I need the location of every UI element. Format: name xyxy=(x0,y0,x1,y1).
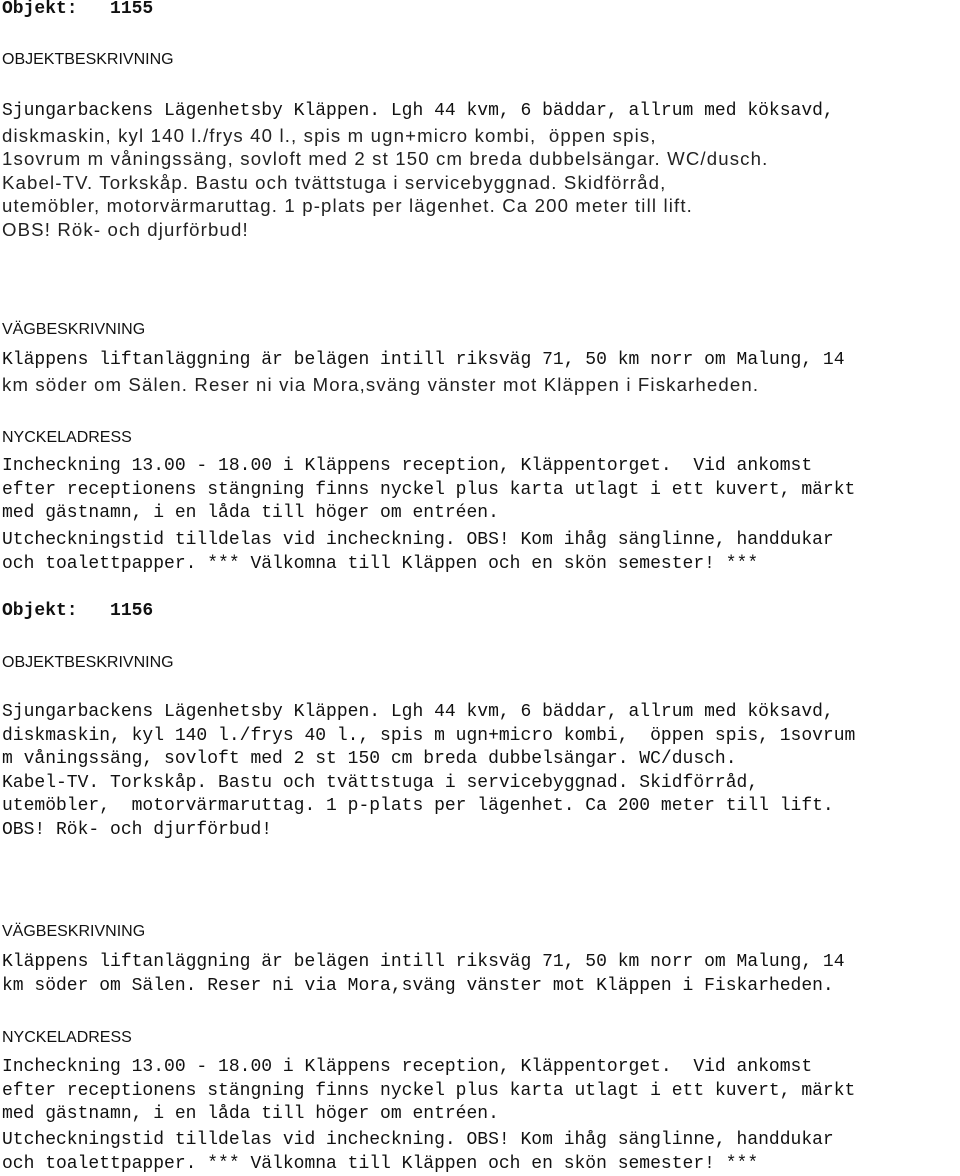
object-header xyxy=(2,0,153,18)
key-address-heading: NYCKELADRESS xyxy=(2,429,132,447)
checkout-line: Utcheckningstid tilldelas vid incheckning. OBS! Kom ihåg sänglinne, handdukar xyxy=(2,529,834,553)
checkout-line: och toalettpapper. *** Välkomna till Kläppen och en skön semester! *** xyxy=(2,1153,834,1176)
description-heading: OBJEKTBESKRIVNING xyxy=(2,51,174,69)
description-line: Sjungarbackens Lägenhetsby Kläppen. Lgh 44 kvm, 6 bäddar, allrum med köksavd, xyxy=(2,701,855,725)
description-line: utemöbler, motorvärmaruttag. 1 p-plats per lägenhet. Ca 200 meter till lift. xyxy=(2,795,855,819)
directions-paragraph xyxy=(2,349,845,396)
key-address-paragraph xyxy=(2,1056,855,1127)
key-address-line: efter receptionens stängning finns nyckel plus karta utlagt i ett kuvert, märkt xyxy=(2,1080,855,1104)
key-address-heading: NYCKELADRESS xyxy=(2,1029,132,1047)
key-address-paragraph xyxy=(2,455,855,526)
description-line: Kabel-TV. Torkskåp. Bastu och tvättstuga i servicebyggnad. Skidförråd, xyxy=(2,171,834,195)
description-line: Sjungarbackens Lägenhetsby Kläppen. Lgh 44 kvm, 6 bäddar, allrum med köksavd, xyxy=(2,100,834,124)
directions-line: km söder om Sälen. Reser ni via Mora,sväng vänster mot Kläppen i Fiskarheden. xyxy=(2,975,845,999)
checkout-paragraph xyxy=(2,1129,834,1176)
directions-line: km söder om Sälen. Reser ni via Mora,sväng vänster mot Kläppen i Fiskarheden. xyxy=(2,373,845,397)
description-heading: OBJEKTBESKRIVNING xyxy=(2,654,174,672)
directions-paragraph xyxy=(2,951,845,998)
description-line: OBS! Rök- och djurförbud! xyxy=(2,819,855,843)
object-header xyxy=(2,602,153,620)
object-label: Objekt: xyxy=(2,0,78,19)
key-address-line: efter receptionens stängning finns nyckel plus karta utlagt i ett kuvert, märkt xyxy=(2,479,855,503)
description-line: diskmaskin, kyl 140 l./frys 40 l., spis m ugn+micro kombi, öppen spis, xyxy=(2,124,834,148)
key-address-line: med gästnamn, i en låda till höger om entréen. xyxy=(2,1103,855,1127)
key-address-line: Incheckning 13.00 - 18.00 i Kläppens reception, Kläppentorget. Vid ankomst xyxy=(2,1056,855,1080)
directions-heading: VÄGBESKRIVNING xyxy=(2,321,145,339)
checkout-paragraph xyxy=(2,529,834,576)
object-label: Objekt: xyxy=(2,601,78,621)
description-paragraph xyxy=(2,100,834,241)
object-number: 1155 xyxy=(110,0,153,19)
description-line: Kabel-TV. Torkskåp. Bastu och tvättstuga i servicebyggnad. Skidförråd, xyxy=(2,772,855,796)
description-line: OBS! Rök- och djurförbud! xyxy=(2,218,834,242)
description-line: diskmaskin, kyl 140 l./frys 40 l., spis m ugn+micro kombi, öppen spis, 1sovrum xyxy=(2,725,855,749)
directions-line: Kläppens liftanläggning är belägen intill riksväg 71, 50 km norr om Malung, 14 xyxy=(2,349,845,373)
object-number: 1156 xyxy=(110,601,153,621)
description-line: m våningssäng, sovloft med 2 st 150 cm breda dubbelsängar. WC/dusch. xyxy=(2,748,855,772)
key-address-line: Incheckning 13.00 - 18.00 i Kläppens reception, Kläppentorget. Vid ankomst xyxy=(2,455,855,479)
key-address-line: med gästnamn, i en låda till höger om entréen. xyxy=(2,502,855,526)
checkout-line: och toalettpapper. *** Välkomna till Kläppen och en skön semester! *** xyxy=(2,553,834,577)
description-line: 1sovrum m våningssäng, sovloft med 2 st 150 cm breda dubbelsängar. WC/dusch. xyxy=(2,147,834,171)
directions-line: Kläppens liftanläggning är belägen intill riksväg 71, 50 km norr om Malung, 14 xyxy=(2,951,845,975)
directions-heading: VÄGBESKRIVNING xyxy=(2,923,145,941)
checkout-line: Utcheckningstid tilldelas vid incheckning. OBS! Kom ihåg sänglinne, handdukar xyxy=(2,1129,834,1153)
description-paragraph xyxy=(2,701,855,842)
description-line: utemöbler, motorvärmaruttag. 1 p-plats per lägenhet. Ca 200 meter till lift. xyxy=(2,194,834,218)
